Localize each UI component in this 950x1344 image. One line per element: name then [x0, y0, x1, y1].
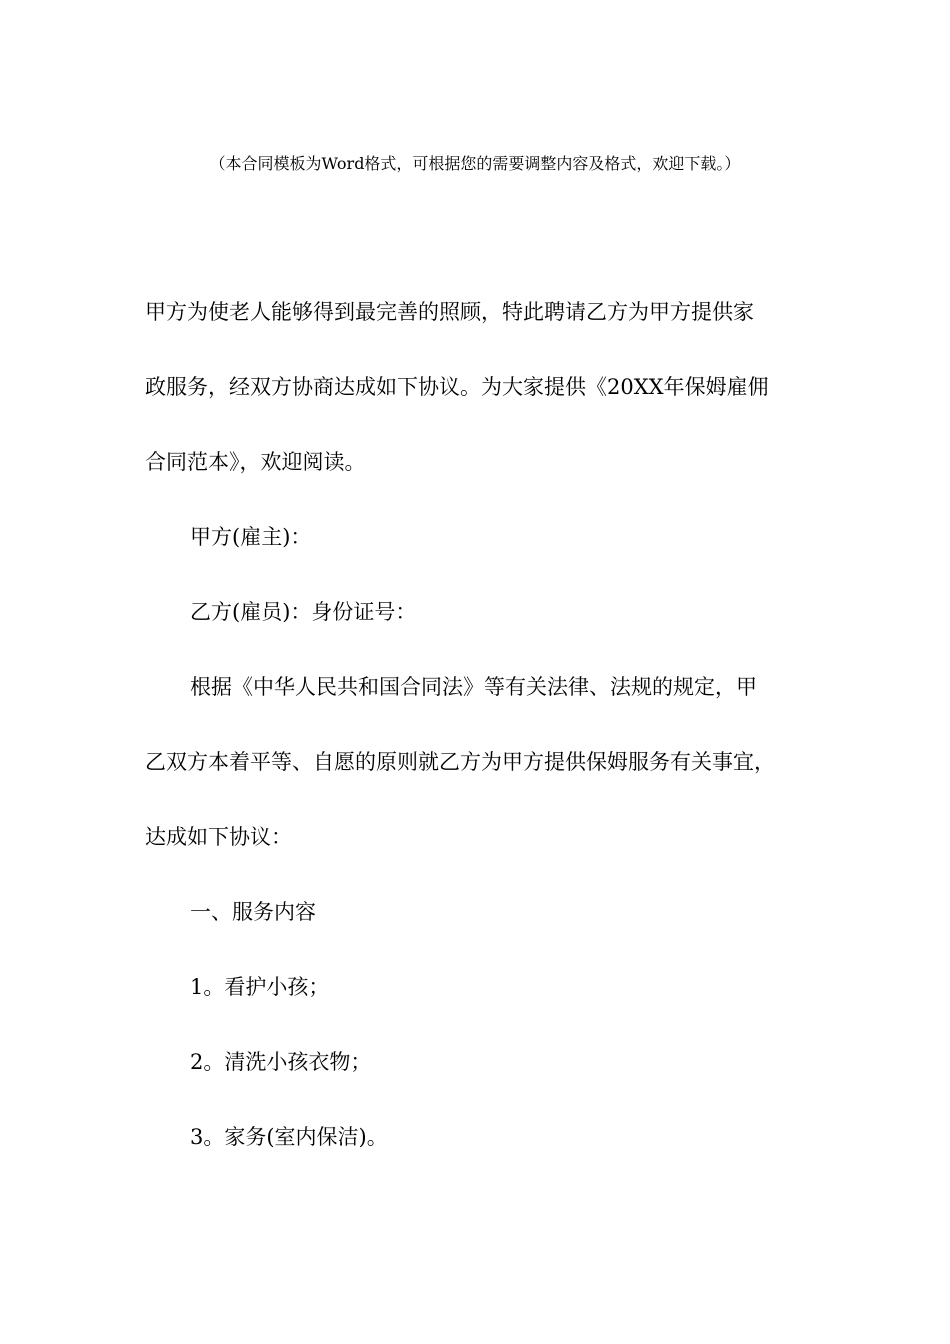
list-item: 3。家务(室内保洁)。 — [190, 1125, 388, 1149]
basis-line-2: 乙双方本着平等、自愿的原则就乙方为甲方提供保姆服务有关事宜， — [145, 750, 775, 774]
intro-line-3: 合同范本》，欢迎阅读。 — [145, 450, 366, 474]
intro-line-1: 甲方为使老人能够得到最完善的照顾，特此聘请乙方为甲方提供家 — [145, 300, 754, 324]
section-heading: 一、服务内容 — [190, 900, 316, 924]
template-note: （本合同模板为Word格式，可根据您的需要调整内容及格式，欢迎下载。） — [209, 154, 741, 173]
party-a-label: 甲方(雇主)： — [190, 525, 312, 549]
list-item: 1。看护小孩； — [190, 975, 330, 999]
basis-line-1: 根据《中华人民共和国合同法》等有关法律、法规的规定，甲 — [190, 675, 757, 699]
intro-line-2: 政服务，经双方协商达成如下协议。为大家提供《20XX年保姆雇佣 — [145, 375, 769, 399]
basis-line-3: 达成如下协议： — [145, 825, 292, 849]
party-b-label: 乙方(雇员)：身份证号： — [190, 600, 417, 624]
list-item: 2。清洗小孩衣物； — [190, 1050, 372, 1074]
